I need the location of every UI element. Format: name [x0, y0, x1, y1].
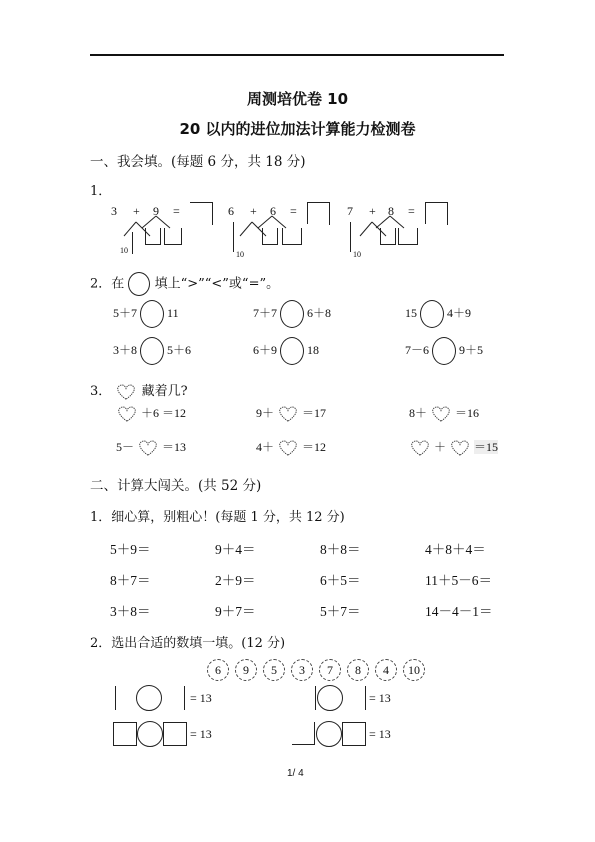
- tree2-answer-box[interactable]: [307, 202, 330, 225]
- compare-1-1: 5＋7 11: [113, 300, 179, 328]
- heart-eq-1-1: ＋6 ＝12: [116, 404, 186, 423]
- tree1-b: 9: [153, 204, 159, 218]
- tree2-eq: =: [290, 204, 297, 218]
- heart-blank[interactable]: [277, 405, 299, 423]
- calc-1-1[interactable]: 5＋9＝: [110, 542, 151, 557]
- tree3-answer-box[interactable]: [425, 202, 448, 225]
- number-chip[interactable]: 10: [403, 659, 425, 681]
- fill-box[interactable]: [113, 722, 137, 746]
- compare-2-3: 7－6 9＋5: [405, 337, 483, 365]
- s2-q1-label: 1．细心算，别粗心！(每题 1 分，共 12 分): [90, 510, 345, 525]
- section1-heading: 一、我会填。(每题 6 分，共 18 分): [90, 154, 306, 170]
- compare-1-3: 15 4＋9: [405, 300, 471, 328]
- fill-eq: = 13: [190, 727, 212, 741]
- tree1-a: 3: [111, 204, 117, 218]
- compare-circle[interactable]: [432, 337, 456, 365]
- calc-3-4[interactable]: 14－4－1＝: [425, 604, 493, 619]
- q3-label: 3． 藏着几?: [90, 384, 188, 399]
- fill-circle[interactable]: [316, 721, 342, 747]
- compare-circle[interactable]: [140, 337, 164, 365]
- fill-box[interactable]: [292, 722, 315, 745]
- number-bank: [207, 659, 431, 681]
- tree2-box-a[interactable]: [262, 228, 278, 245]
- calc-3-1[interactable]: 3＋8＝: [110, 604, 151, 619]
- tree2-box-b[interactable]: [282, 228, 302, 245]
- tree3-ten: 10: [353, 250, 361, 259]
- compare-circle[interactable]: [140, 300, 164, 328]
- calc-2-4[interactable]: 11＋5－6＝: [425, 573, 492, 588]
- calc-2-1[interactable]: 8＋7＝: [110, 573, 151, 588]
- fill-eq: = 13: [369, 691, 391, 705]
- compare-circle[interactable]: [280, 300, 304, 328]
- number-chip[interactable]: 3: [291, 659, 313, 681]
- heart-blank[interactable]: [449, 439, 471, 457]
- page-subtitle: 20 以内的进位加法计算能力检测卷: [179, 120, 416, 138]
- circle-icon: [128, 272, 150, 296]
- page-title: 周测培优卷 10: [246, 90, 349, 108]
- number-chip[interactable]: 6: [207, 659, 229, 681]
- compare-2-1: 3＋8 5＋6: [113, 337, 191, 365]
- number-chip[interactable]: 7: [319, 659, 341, 681]
- heart-eq-2-1: 5－ ＝13: [116, 438, 186, 457]
- fill-box[interactable]: [342, 722, 366, 746]
- fill-box[interactable]: [163, 722, 187, 746]
- tree3-box-b[interactable]: [398, 228, 418, 245]
- tree2-op: +: [250, 204, 257, 218]
- number-chip[interactable]: 5: [263, 659, 285, 681]
- calc-1-3[interactable]: 8＋8＝: [320, 542, 361, 557]
- q1-label: 1．: [90, 184, 112, 199]
- tree1-answer-box[interactable]: [190, 202, 213, 225]
- fill-circle[interactable]: [317, 685, 343, 711]
- fill-circle[interactable]: [136, 685, 162, 711]
- compare-1-2: 7＋7 6＋8: [253, 300, 331, 328]
- s2-q2-label: 2．选出合适的数填一填。(12 分): [90, 636, 286, 651]
- heart-eq-1-3: 8＋ ＝16: [409, 404, 479, 423]
- heart-eq-2-2: 4＋ ＝12: [256, 438, 326, 457]
- calc-1-2[interactable]: 9＋4＝: [215, 542, 256, 557]
- fill-eq: = 13: [369, 727, 391, 741]
- tree2-ten: 10: [236, 250, 244, 259]
- section2-heading: 二、计算大闯关。(共 52 分): [90, 478, 262, 494]
- calc-2-3[interactable]: 6＋5＝: [320, 573, 361, 588]
- number-chip[interactable]: 4: [375, 659, 397, 681]
- tree2-b: 6: [270, 204, 276, 218]
- heart-blank[interactable]: [430, 405, 452, 423]
- calc-2-2[interactable]: 2＋9＝: [215, 573, 256, 588]
- number-chip[interactable]: 8: [347, 659, 369, 681]
- tree1-eq: =: [173, 204, 180, 218]
- heart-icon: [115, 383, 137, 401]
- fill-eq: = 13: [190, 691, 212, 705]
- tree1-box-a[interactable]: [145, 228, 161, 245]
- heart-blank[interactable]: [277, 439, 299, 457]
- compare-circle[interactable]: [280, 337, 304, 365]
- tree2-a: 6: [228, 204, 234, 218]
- compare-2-2: 6＋9 18: [253, 337, 319, 365]
- heart-blank[interactable]: [116, 405, 138, 423]
- heart-eq-2-3: ＋ ＝15: [409, 438, 498, 457]
- tree3-op: +: [369, 204, 376, 218]
- calc-1-4[interactable]: 4＋8＋4＝: [425, 542, 486, 557]
- tree3-box-a[interactable]: [380, 228, 396, 245]
- page-number: 1/ 4: [287, 768, 304, 779]
- tree3-b: 8: [388, 204, 394, 218]
- q2-label: 2．在 填上“>”“<”或“=”。: [90, 272, 279, 296]
- top-rule: [90, 54, 504, 56]
- heart-blank[interactable]: [409, 439, 431, 457]
- tree3-a: 7: [347, 204, 353, 218]
- calc-3-3[interactable]: 5＋7＝: [320, 604, 361, 619]
- calc-3-2[interactable]: 9＋7＝: [215, 604, 256, 619]
- heart-blank[interactable]: [137, 439, 159, 457]
- tree1-op: +: [133, 204, 140, 218]
- tree1-ten: 10: [120, 246, 128, 255]
- heart-eq-1-2: 9＋ ＝17: [256, 404, 326, 423]
- fill-circle[interactable]: [137, 721, 163, 747]
- compare-circle[interactable]: [420, 300, 444, 328]
- tree3-eq: =: [408, 204, 415, 218]
- number-chip[interactable]: 9: [235, 659, 257, 681]
- tree1-box-b[interactable]: [164, 228, 182, 245]
